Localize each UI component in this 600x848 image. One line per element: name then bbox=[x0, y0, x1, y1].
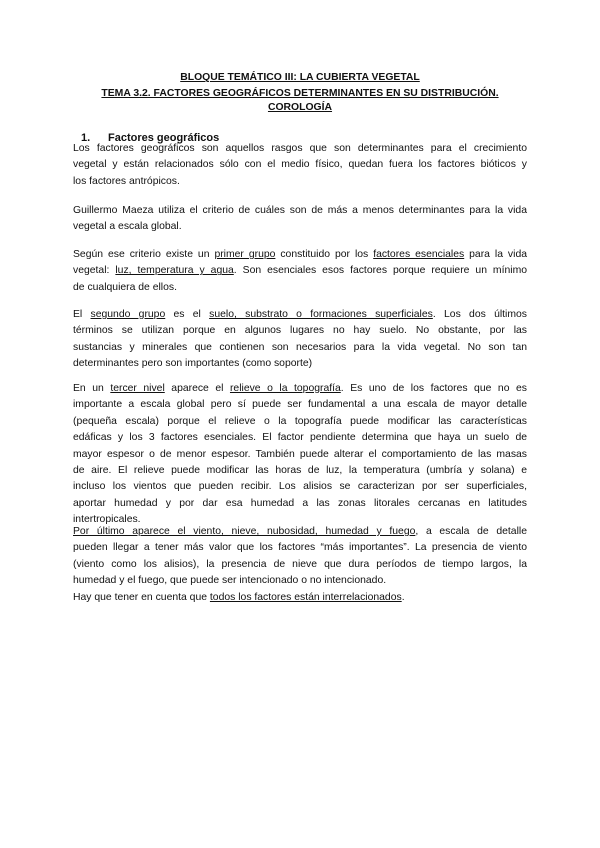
text-line: (pequeña escala) porque el relieve o la topografía puede modificar las características bbox=[73, 415, 527, 427]
paragraph-third-level bbox=[73, 381, 527, 529]
underlined-term: tercer nivel bbox=[110, 383, 165, 394]
underlined-term: luz, temperatura y agua bbox=[115, 265, 234, 277]
text-run: En un bbox=[73, 383, 111, 394]
text-line: mayor espesor o de menor espesor. También puede alterar el comportamiento de las masas bbox=[73, 448, 527, 460]
text-run: Hay que tener en cuenta que bbox=[73, 591, 210, 603]
underlined-term: relieve o la topografía bbox=[229, 383, 341, 394]
text-run: . bbox=[401, 591, 405, 603]
text-line: importante a escala global pero sí puede ser fundamental a una escala de mayor detalle bbox=[73, 399, 527, 411]
text-line bbox=[73, 263, 527, 279]
text-run: es el bbox=[165, 309, 210, 320]
paragraph-definition bbox=[73, 141, 527, 190]
paragraph-last-factors bbox=[73, 524, 527, 606]
text-line: (viento como los alisios), la presencia de nieve que dura períodos de tiempo largos, la bbox=[73, 558, 527, 570]
underlined-term: todos los factores están interrelacionados bbox=[209, 591, 402, 603]
text-line: los factores antrópicos. bbox=[73, 175, 180, 187]
text-line bbox=[73, 307, 527, 323]
text-line: vegetal y están relacionados sólo con el medio físico, quedan fuera los factores bióticos y bbox=[73, 159, 527, 171]
text-line: de cualquiera de ellos. bbox=[73, 281, 177, 293]
text-line: vegetal a escala global. bbox=[73, 221, 182, 233]
text-run: . Son esenciales esos factores porque requiere un mínimo bbox=[233, 265, 528, 277]
paragraph-first-group bbox=[73, 247, 527, 296]
text-run: . Los dos últimos bbox=[432, 309, 527, 320]
section-number: 1. bbox=[81, 132, 91, 144]
paragraph-criterion bbox=[73, 203, 527, 236]
text-run: El bbox=[73, 309, 91, 320]
text-line bbox=[73, 381, 527, 397]
paragraph-second-group bbox=[73, 307, 527, 373]
text-run: vegetal: bbox=[73, 265, 116, 277]
text-line bbox=[73, 590, 527, 606]
text-line: Los factores geográficos son aquellos rasgos que son determinantes para el crecimiento bbox=[73, 143, 527, 154]
underlined-term: Por último aparece el viento, nieve, nubosidad, humedad y fuego bbox=[73, 526, 416, 537]
text-line: términos se utilizan porque en algunos lugares no hay suelo. No obstante, por las bbox=[73, 325, 527, 337]
text-line: Guillermo Maeza utiliza el criterio de cuáles son de más a menos determinantes para la vida bbox=[73, 205, 527, 216]
text-line: humedad y el fuego, que puede ser intencionado o no intencionado. bbox=[73, 575, 387, 587]
text-line: aportar humedad y por dar esa humedad a las zonas litorales cercanas en latitudes bbox=[73, 497, 527, 509]
block-title: BLOQUE TEMÁTICO III: LA CUBIERTA VEGETAL bbox=[180, 72, 420, 83]
text-line: pueden llegar a tener más valor que los factores “más importantes”. La presencia de viento bbox=[73, 542, 527, 554]
text-run: constituido por los bbox=[275, 249, 374, 260]
text-run: . Es uno de los factores que no es bbox=[340, 383, 527, 394]
text-line bbox=[73, 247, 527, 263]
underlined-term: segundo grupo bbox=[90, 309, 166, 320]
text-run: aparece el bbox=[164, 383, 230, 394]
underlined-term: factores esenciales bbox=[373, 249, 465, 260]
section-title: Factores geográficos bbox=[108, 132, 220, 144]
text-line: sustancias y minerales que contienen son necesarios para la vida vegetal. No son tan bbox=[73, 341, 527, 353]
text-run: Según ese criterio existe un bbox=[73, 249, 215, 260]
underlined-term: suelo, substrato o formaciones superficiales bbox=[209, 309, 433, 320]
topic-title: TEMA 3.2. FACTORES GEOGRÁFICOS DETERMINANTES EN SU DISTRIBUCIÓN. bbox=[101, 88, 499, 99]
text-line bbox=[73, 524, 527, 540]
text-run: , a escala de detalle bbox=[415, 526, 527, 537]
text-run: para la vida bbox=[464, 249, 527, 260]
text-line: determinantes pero son importantes (como soporte) bbox=[73, 358, 313, 370]
text-line: de aire. El relieve puede modificar las horas de luz, la temperatura (umbría y solana) e bbox=[73, 465, 527, 477]
underlined-term: primer grupo bbox=[214, 249, 276, 260]
topic-title-continued: COROLOGÍA bbox=[267, 102, 333, 113]
text-line: edáficas y los 3 factores esenciales. El factor pendiente determina que haya un suelo de bbox=[73, 432, 527, 444]
text-line: intertropicales. bbox=[73, 514, 141, 526]
text-line: incluso los vientos que pueden recibir. Los alisios se caracterizan por ser superficiales, bbox=[73, 481, 527, 493]
